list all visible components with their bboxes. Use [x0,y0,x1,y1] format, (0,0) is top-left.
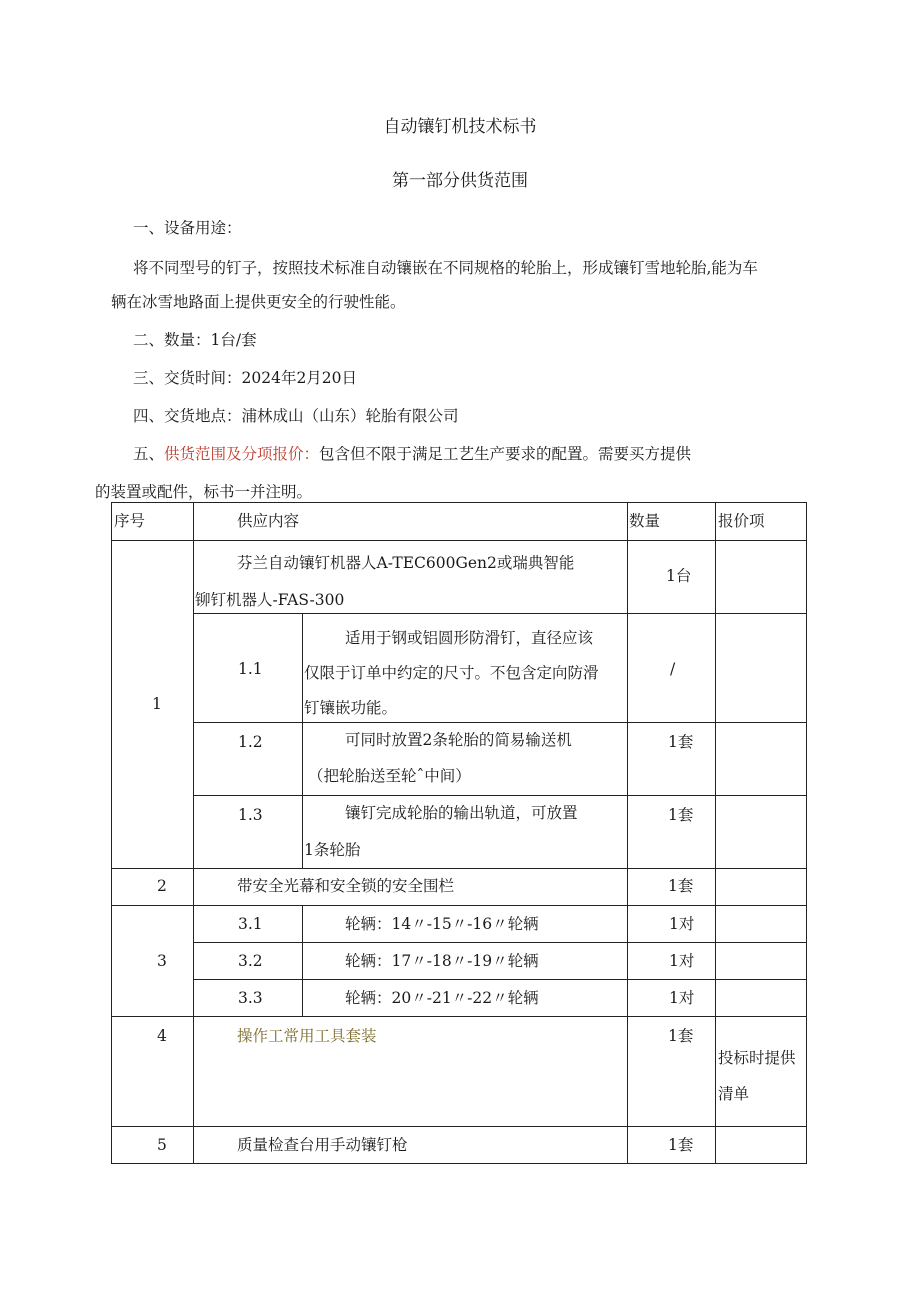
row1-3-line1: 镶钉完成轮胎的输出轨道，可放置 [345,804,578,822]
row4-price-line1: 投标时提供 [718,1049,796,1067]
row3-3-content: 轮辆：20〃-21〃-22〃轮辆 [345,989,539,1007]
usage-text-line1: 将不同型号的钉子，按照技术标准自动镶嵌在不同规格的轮胎上，形成镶钉雪地轮胎,能为车 [133,259,758,277]
row3-1-content: 轮辆：14〃-15〃-16〃轮辆 [345,915,539,933]
row1-line1: 芬兰自动镶钉机器人A-TEC600Gen2或瑞典智能 [237,554,575,572]
section-title: 第一部分供货范围 [392,171,528,191]
row3-1-qty: 1对 [669,915,695,933]
header-content: 供应内容 [237,512,300,530]
row1-2-qty: 1套 [668,733,694,751]
row1-3-no: 1.3 [238,806,263,824]
header-no: 序号 [114,512,146,530]
quantity-line: 二、数量：1台/套 [133,331,257,349]
scope-rest: 包含但不限于满足工艺生产要求的配置。需要买方提供 [319,445,692,463]
scope-line1 [133,444,691,464]
row2-no: 2 [157,877,167,895]
row1-2-line2: （把轮胎送至轮ˆ中间） [308,767,471,785]
row1-1-line1: 适用于钢或铝圆形防滑钉，直径应该 [345,629,594,647]
scope-line2: 的装置或配件，标书一并注明。 [95,483,313,501]
row5-no: 5 [157,1136,167,1154]
document-title: 自动镶钉机技术标书 [383,117,537,137]
row5-content: 质量检查台用手动镶钉枪 [237,1136,408,1154]
row1-3-qty: 1套 [668,806,694,824]
delivery-time-line: 三、交货时间：2024年2月20日 [133,369,358,387]
row3-3-no: 3.3 [238,989,263,1007]
scope-highlight: 供货范围及分项报价： [164,445,320,463]
header-qty: 数量 [629,512,661,530]
row1-qty: 1台 [666,567,692,585]
scope-prefix: 五、 [133,445,165,463]
header-price: 报价项 [718,512,765,530]
usage-text-line2: 辆在冰雪地路面上提供更安全的行驶性能。 [111,293,406,311]
row1-2-line1: 可同时放置2条轮胎的简易输送机 [345,731,572,749]
row4-content: 操作工常用工具套装 [237,1027,377,1045]
row1-no: 1 [152,695,162,713]
row1-3-line2: 1条轮胎 [304,841,361,859]
row3-3-qty: 1对 [669,989,695,1007]
row4-price-line2: 清单 [718,1085,750,1103]
row1-1-no: 1.1 [238,660,263,678]
row3-no: 3 [157,952,167,970]
usage-heading: 一、设备用途： [133,219,242,237]
row1-1-line2: 仅限于订单中约定的尺寸。不包含定向防滑 [304,664,599,682]
row3-1-no: 3.1 [238,915,263,933]
row1-line2: 铆钉机器人-FAS-300 [195,591,345,609]
row1-1-line3: 钉镶嵌功能。 [304,699,398,717]
row2-qty: 1套 [668,877,694,895]
row2-content: 带安全光幕和安全锁的安全围栏 [237,877,455,895]
row1-1-qty: / [670,660,676,678]
row5-qty: 1套 [668,1136,694,1154]
row3-2-content: 轮辆：17〃-18〃-19〃轮辆 [345,952,539,970]
row1-2-no: 1.2 [238,733,263,751]
row3-2-qty: 1对 [669,952,695,970]
delivery-place-line: 四、交货地点：浦林成山（山东）轮胎有限公司 [133,407,459,425]
row4-qty: 1套 [668,1027,694,1045]
row4-no: 4 [157,1027,167,1045]
row3-2-no: 3.2 [238,952,263,970]
